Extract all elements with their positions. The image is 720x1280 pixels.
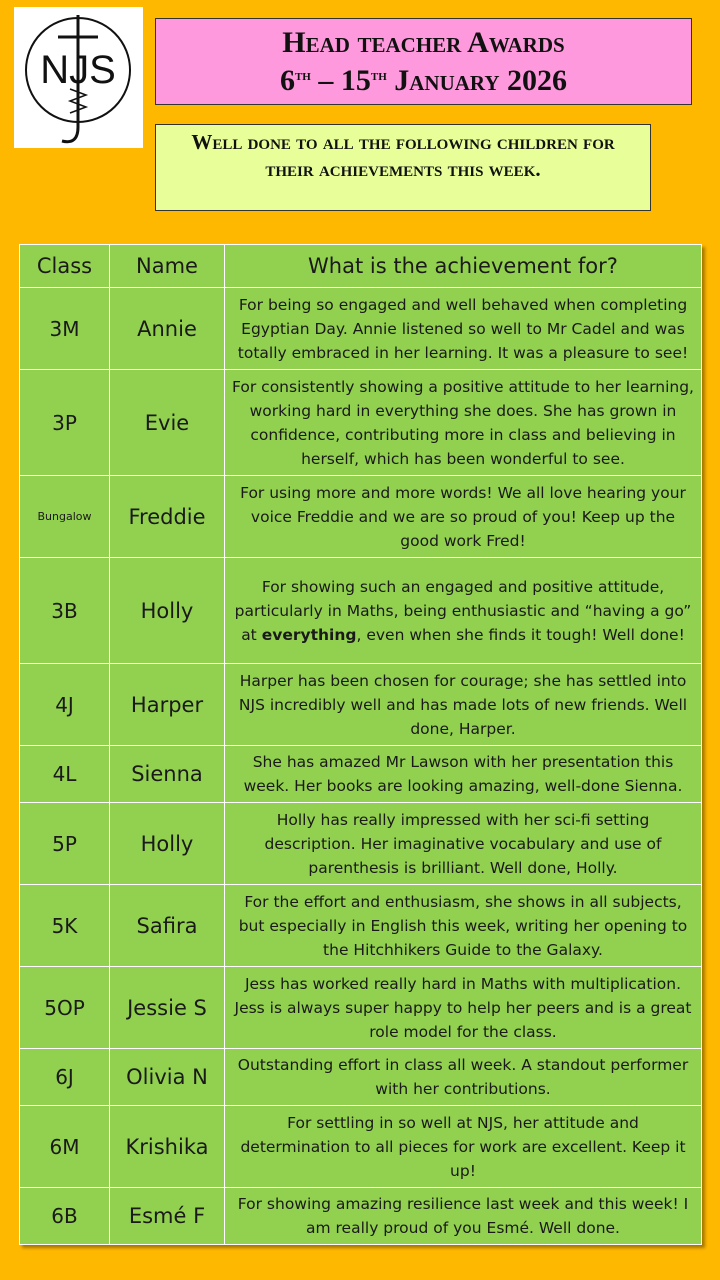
name-cell: Safira: [110, 885, 225, 967]
page-title: Head teacher Awards: [282, 26, 565, 59]
table-row: [20, 967, 702, 1049]
table-row: [20, 1188, 702, 1245]
date-start-day: 6: [279, 64, 295, 97]
name-cell: Jessie S: [110, 967, 225, 1049]
name-cell: Olivia N: [110, 1049, 225, 1106]
header-name: Name: [110, 245, 225, 288]
school-logo-icon: [14, 7, 143, 148]
class-cell: 4J: [20, 664, 110, 746]
name-cell: Holly: [110, 803, 225, 885]
class-cell: 3B: [20, 558, 110, 664]
date-start-suffix: th: [294, 67, 311, 84]
achievement-cell: Holly has really impressed with her sci-fi setting description. Her imaginative vocabulary and use of parenthesis is brilliant. Well done, Holly.: [225, 803, 702, 885]
achievement-cell: Harper has been chosen for courage; she has settled into NJS incredibly well and has made lots of new friends. Well done, Harper.: [225, 664, 702, 746]
name-cell: Evie: [110, 370, 225, 476]
name-cell: Sienna: [110, 746, 225, 803]
achievement-cell: For using more and more words! We all love hearing your voice Freddie and we are so proud of you! Keep up the good work Fred!: [225, 476, 702, 558]
class-cell: 3M: [20, 288, 110, 370]
achievement-text-end: , even when she finds it tough! Well done!: [356, 625, 685, 644]
achievement-cell: For being so engaged and well behaved when completing Egyptian Day. Annie listened so well to Mr Cadel and was totally embraced in her learning. It was a pleasure to see!: [225, 288, 702, 370]
name-cell: Holly: [110, 558, 225, 664]
table-row: [20, 803, 702, 885]
name-cell: Esmé F: [110, 1188, 225, 1245]
table-row: [20, 370, 702, 476]
class-cell: Bungalow: [20, 476, 110, 558]
school-logo: [14, 7, 143, 148]
table-row: [20, 885, 702, 967]
name-cell: Freddie: [110, 476, 225, 558]
achievement-cell: [225, 558, 702, 664]
class-cell: 5OP: [20, 967, 110, 1049]
class-cell: 4L: [20, 746, 110, 803]
title-banner: [155, 18, 692, 105]
table-row: [20, 476, 702, 558]
class-cell: 6J: [20, 1049, 110, 1106]
table-row: [20, 746, 702, 803]
class-cell: 6B: [20, 1188, 110, 1245]
table-row: [20, 664, 702, 746]
achievement-cell: For settling in so well at NJS, her attitude and determination to all pieces for work are excellent. Keep it up!: [225, 1106, 702, 1188]
achievement-cell: For the effort and enthusiasm, she shows in all subjects, but especially in English this week, writing her opening to the Hitchhikers Guide to the Galaxy.: [225, 885, 702, 967]
date-range: [156, 58, 691, 99]
achievement-cell: For consistently showing a positive attitude to her learning, working hard in everything she does. She has grown in confidence, contributing more in class and believing in herself, which has been wonderful to see.: [225, 370, 702, 476]
congratulations-banner: [155, 124, 651, 211]
achievement-emphasis: everything: [261, 625, 357, 644]
name-cell: Krishika: [110, 1106, 225, 1188]
table-row: [20, 1049, 702, 1106]
class-cell: 3P: [20, 370, 110, 476]
achievement-cell: For showing amazing resilience last week and this week! I am really proud of you Esmé. Well done.: [225, 1188, 702, 1245]
name-cell: Annie: [110, 288, 225, 370]
subtitle: Well done to all the following children for their achievements this week.: [191, 130, 615, 181]
class-cell: 6M: [20, 1106, 110, 1188]
name-cell: Harper: [110, 664, 225, 746]
achievement-text-start: For showing such an engaged and positive attitude, particularly in Maths, being enthusiastic and “having a go” at: [234, 577, 692, 644]
date-end-suffix: th: [370, 67, 387, 84]
awards-table: [19, 244, 702, 1245]
logo-letters: NJS: [40, 48, 116, 92]
table-row: [20, 1106, 702, 1188]
table-row: [20, 558, 702, 664]
class-cell: 5P: [20, 803, 110, 885]
table-header-row: [20, 245, 702, 288]
header-achievement: What is the achievement for?: [225, 245, 702, 288]
header-class: Class: [20, 245, 110, 288]
date-dash: –: [310, 64, 341, 97]
class-cell: 5K: [20, 885, 110, 967]
achievement-cell: Jess has worked really hard in Maths with multiplication. Jess is always super happy to help her peers and is a great role model for the class.: [225, 967, 702, 1049]
table-row: [20, 288, 702, 370]
achievement-cell: Outstanding effort in class all week. A standout performer with her contributions.: [225, 1049, 702, 1106]
date-month-year: January 2026: [386, 64, 568, 97]
date-end-day: 15: [340, 64, 371, 97]
achievement-cell: She has amazed Mr Lawson with her presentation this week. Her books are looking amazing, well-done Sienna.: [225, 746, 702, 803]
